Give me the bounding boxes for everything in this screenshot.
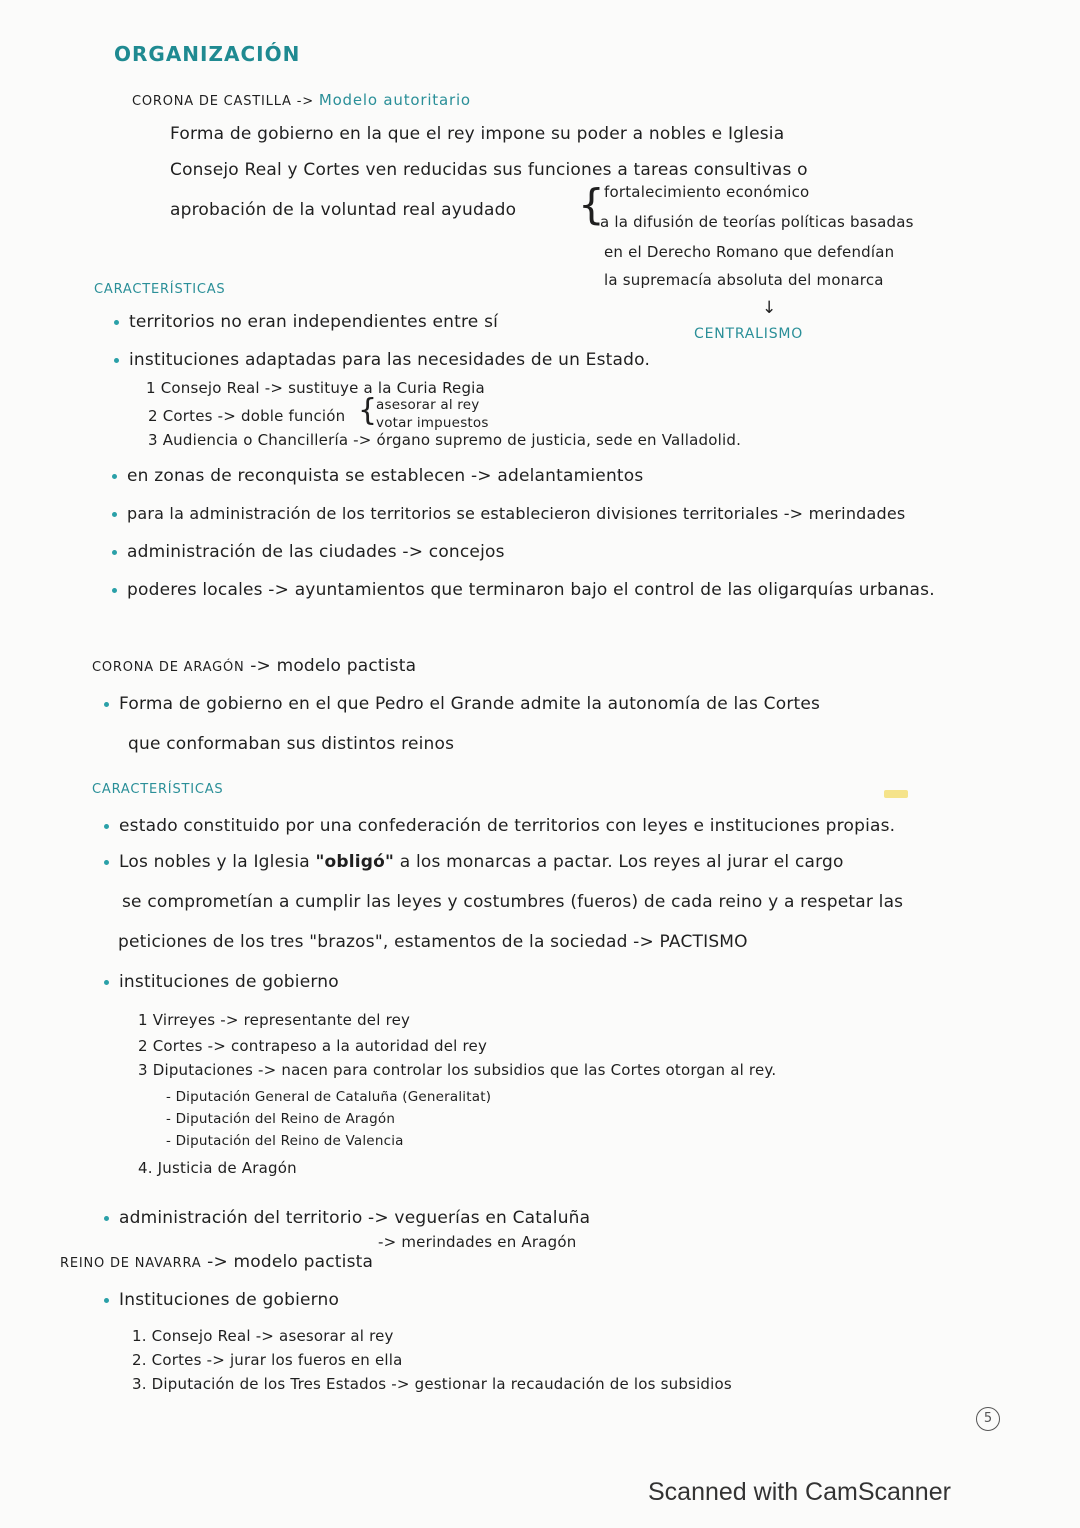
aragon-inst-3: 3 Diputaciones -> nacen para controlar los subsidios que las Cortes otorgan al rey. xyxy=(138,1061,777,1079)
castilla-bullet-6: poderes locales -> ayuntamientos que terminaron bajo el control de las oligarquías urbanas. xyxy=(112,580,935,600)
castilla-bullet-5: administración de las ciudades -> concejos xyxy=(112,542,505,562)
brace-icon: { xyxy=(578,180,605,229)
aragon-inst-1: 1 Virreyes -> representante del rey xyxy=(138,1011,411,1029)
navarra-item-1: 1. Consejo Real -> asesorar al rey xyxy=(132,1327,394,1345)
castilla-desc-3: aprobación de la voluntad real ayudado xyxy=(170,200,517,220)
aragon-heading xyxy=(92,656,416,678)
aragon-bullet-2-line3: peticiones de los tres "brazos", estamentos de la sociedad -> PACTISMO xyxy=(118,932,748,952)
castilla-inst-2: 2 Cortes -> doble función xyxy=(148,407,346,425)
navarra-label: REINO DE NAVARRA xyxy=(60,1256,202,1271)
aragon-char-heading: CARACTERÍSTICAS xyxy=(92,782,224,797)
aragon-label: CORONA DE ARAGÓN xyxy=(92,660,245,675)
brace-icon: { xyxy=(358,393,378,428)
navarra-item-2: 2. Cortes -> jurar los fueros en ella xyxy=(132,1351,403,1369)
yellow-highlight-mark xyxy=(884,790,908,798)
castilla-arrow: -> xyxy=(296,94,314,109)
aragon-desc-2: que conformaban sus distintos reinos xyxy=(128,734,455,754)
aragon-desc-1: Forma de gobierno en el que Pedro el Grande admite la autonomía de las Cortes xyxy=(104,694,820,714)
castilla-desc-2: Consejo Real y Cortes ven reducidas sus funciones a tareas consultivas o xyxy=(170,160,808,180)
castilla-bullet-1: territorios no eran independientes entre sí xyxy=(114,312,498,332)
castilla-model: Modelo autoritario xyxy=(318,91,471,109)
castilla-bullet-2: instituciones adaptadas para las necesidades de un Estado. xyxy=(114,350,650,370)
aragon-dip-3: - Diputación del Reino de Valencia xyxy=(166,1133,404,1149)
castilla-brace-4: la supremacía absoluta del monarca xyxy=(604,271,884,289)
aragon-dip-1: - Diputación General de Cataluña (Generalitat) xyxy=(166,1089,492,1105)
scanner-watermark: Scanned with CamScanner xyxy=(648,1478,951,1506)
castilla-brace-2: a la difusión de teorías políticas basadas xyxy=(600,213,914,231)
aragon-bullet-2: Los nobles y la Iglesia "obligó" a los monarcas a pactar. Los reyes al jurar el cargo xyxy=(104,852,844,872)
aragon-inst-2: 2 Cortes -> contrapeso a la autoridad del rey xyxy=(138,1037,488,1055)
aragon-inst-4: 4. Justicia de Aragón xyxy=(138,1159,297,1177)
castilla-inst-2b: votar impuestos xyxy=(376,415,489,431)
down-arrow-icon: ↓ xyxy=(762,298,777,318)
castilla-char-heading: CARACTERÍSTICAS xyxy=(94,282,226,297)
castilla-brace-1: fortalecimiento económico xyxy=(604,183,810,201)
centralismo-label: CENTRALISMO xyxy=(694,326,804,342)
castilla-brace-3: en el Derecho Romano que defendían xyxy=(604,243,895,261)
aragon-dip-2: - Diputación del Reino de Aragón xyxy=(166,1111,396,1127)
navarra-heading xyxy=(60,1252,373,1274)
aragon-bullet-2-line2: se comprometían a cumplir las leyes y costumbres (fueros) de cada reino y a respetar las xyxy=(122,892,904,912)
castilla-label: CORONA DE CASTILLA xyxy=(132,94,292,109)
aragon-model: -> modelo pactista xyxy=(250,656,417,676)
aragon-admin-2: -> merindades en Aragón xyxy=(378,1233,577,1251)
navarra-item-3: 3. Diputación de los Tres Estados -> gestionar la recaudación de los subsidios xyxy=(132,1375,732,1393)
castilla-inst-3: 3 Audiencia o Chancillería -> órgano supremo de justicia, sede en Valladolid. xyxy=(148,431,742,449)
aragon-bullet-1: estado constituido por una confederación de territorios con leyes e instituciones propias. xyxy=(104,816,895,836)
castilla-inst-2a: asesorar al rey xyxy=(376,397,480,413)
navarra-bullet: Instituciones de gobierno xyxy=(104,1290,339,1310)
navarra-model: -> modelo pactista xyxy=(207,1252,374,1272)
page-number: 5 xyxy=(976,1407,1000,1431)
aragon-admin-1: administración del territorio -> veguerías en Cataluña xyxy=(104,1208,590,1228)
castilla-bullet-3: en zonas de reconquista se establecen -> adelantamientos xyxy=(112,466,643,486)
castilla-desc-1: Forma de gobierno en la que el rey impone su poder a nobles e Iglesia xyxy=(170,124,785,144)
castilla-heading xyxy=(132,90,471,112)
castilla-bullet-4: para la administración de los territorios se establecieron divisiones territoriales -> merindades xyxy=(112,504,905,524)
page-title: ORGANIZACIÓN xyxy=(114,42,301,66)
aragon-bullet-3: instituciones de gobierno xyxy=(104,972,339,992)
castilla-inst-1: 1 Consejo Real -> sustituye a la Curia Regia xyxy=(146,379,485,397)
